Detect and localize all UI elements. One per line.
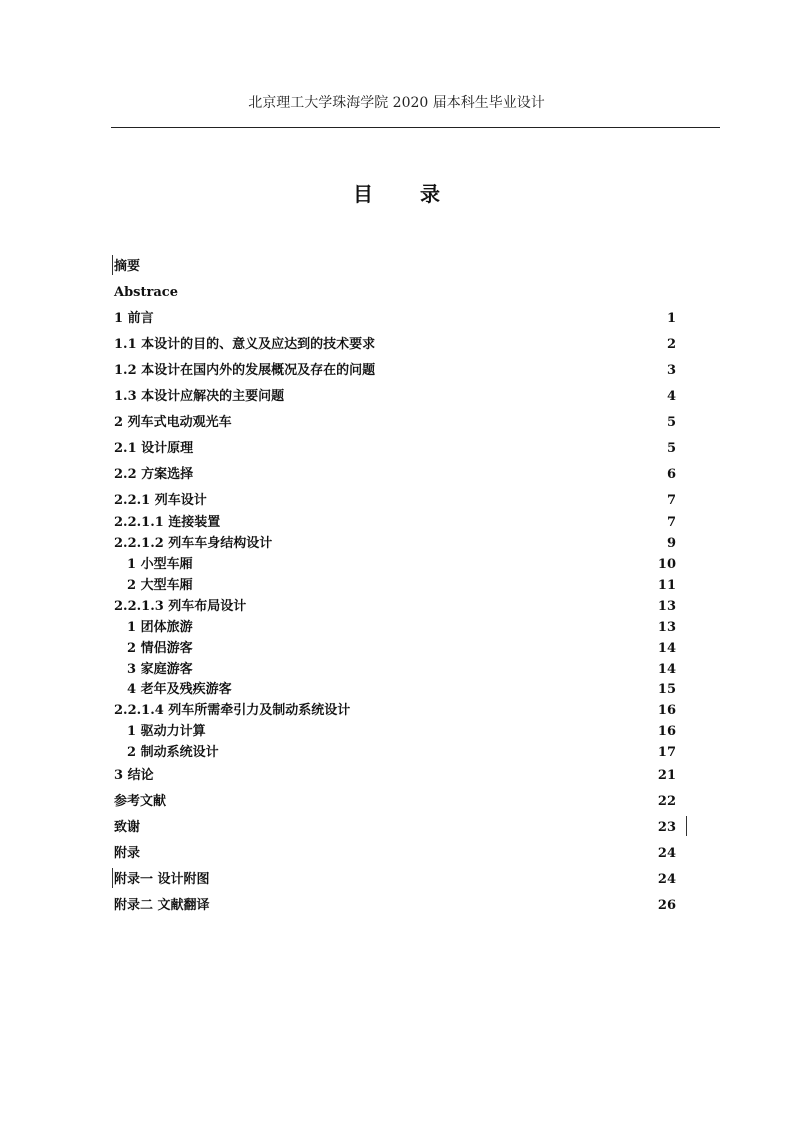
toc-entry-page: 1 (666, 311, 676, 326)
toc-entry[interactable] (114, 598, 676, 616)
toc-entry[interactable] (114, 640, 676, 658)
toc-entry-page: 22 (657, 794, 676, 809)
toc-entry-page: 16 (657, 703, 676, 718)
toc-entry-label: 2 情侣游客 (127, 641, 193, 656)
toc-entry-page: 13 (657, 599, 676, 614)
toc-entry[interactable] (114, 414, 676, 432)
toc-entry-label: 2.2.1 列车设计 (114, 493, 207, 508)
toc-entry-page: 6 (666, 467, 676, 482)
toc-entry[interactable] (114, 514, 676, 532)
toc-entry[interactable] (114, 767, 676, 785)
toc-entry[interactable] (114, 577, 676, 595)
toc-entry[interactable] (114, 819, 676, 837)
toc-entry-page: 14 (657, 662, 676, 677)
toc-entry-page: 24 (657, 872, 676, 887)
toc-entry[interactable] (114, 284, 676, 302)
toc-entry[interactable] (114, 440, 676, 458)
toc-entry-label: 致谢 (114, 820, 141, 835)
toc-entry-page: 13 (657, 620, 676, 635)
toc-entry-label: 1 驱动力计算 (127, 724, 206, 739)
toc-entry[interactable] (114, 661, 676, 679)
toc-entry-label: 3 家庭游客 (127, 662, 193, 677)
toc-entry-label: 附录 (114, 846, 141, 861)
toc-title: 目 录 (353, 182, 460, 206)
toc-entry[interactable] (114, 492, 676, 510)
toc-entry-label: 3 结论 (114, 768, 154, 783)
page-header: 北京理工大学珠海学院 2020 届本科生毕业设计 (248, 95, 545, 111)
toc-entry-label: 1.3 本设计应解决的主要问题 (114, 389, 285, 404)
toc-entry[interactable] (114, 336, 676, 354)
toc-entry-page: 24 (657, 846, 676, 861)
toc-entry-page: 3 (666, 363, 676, 378)
toc-entry-label: Abstrace (114, 285, 178, 300)
toc-entry-page: 9 (666, 536, 676, 551)
toc-entry[interactable] (114, 310, 676, 328)
toc-entry-page: 23 (657, 820, 676, 835)
toc-entry-label: 2.1 设计原理 (114, 441, 194, 456)
toc-entry-page: 11 (657, 578, 676, 593)
toc-entry[interactable] (114, 619, 676, 637)
toc-entry[interactable] (114, 681, 676, 699)
toc-entry-page: 16 (657, 724, 676, 739)
toc-entry[interactable] (114, 466, 676, 484)
toc-entry-label: 2.2.1.2 列车车身结构设计 (114, 536, 273, 551)
toc-entry-label: 2.2.1.1 连接装置 (114, 515, 221, 530)
toc-entry[interactable] (114, 258, 676, 276)
text-cursor-marker (112, 868, 113, 888)
toc-entry-page: 14 (657, 641, 676, 656)
toc-entry-label: 参考文献 (114, 794, 167, 809)
toc-entry-page: 17 (657, 745, 676, 760)
toc-entry-label: 1.2 本设计在国内外的发展概况及存在的问题 (114, 363, 376, 378)
toc-entry[interactable] (114, 744, 676, 762)
toc-entry[interactable] (114, 897, 676, 915)
text-cursor-marker (112, 255, 113, 275)
toc-entry-label: 2 制动系统设计 (127, 745, 219, 760)
toc-entry-page: 2 (666, 337, 676, 352)
toc-entry-page: 21 (657, 768, 676, 783)
toc-entry[interactable] (114, 793, 676, 811)
toc-entry-label: 2 大型车厢 (127, 578, 193, 593)
toc-entry[interactable] (114, 388, 676, 406)
toc-entry-label: 1 小型车厢 (127, 557, 193, 572)
toc-entry-label: 1 前言 (114, 311, 154, 326)
toc-entry-label: 2.2.1.4 列车所需牵引力及制动系统设计 (114, 703, 351, 718)
toc-entry-page: 10 (657, 557, 676, 572)
toc-entry[interactable] (114, 362, 676, 380)
toc-entry-page: 5 (666, 441, 676, 456)
toc-entry-page: 7 (666, 515, 676, 530)
toc-entry[interactable] (114, 556, 676, 574)
toc-entry[interactable] (114, 702, 676, 720)
toc-entry-label: 1.1 本设计的目的、意义及应达到的技术要求 (114, 337, 376, 352)
toc-entry-label: 附录一 设计附图 (114, 872, 210, 887)
toc-entry-page: 4 (666, 389, 676, 404)
toc-entry-label: 摘要 (114, 259, 141, 274)
toc-entry[interactable] (114, 845, 676, 863)
header-rule (111, 127, 720, 128)
toc-entry-page: 15 (657, 682, 676, 697)
toc-entry-label: 2.2 方案选择 (114, 467, 194, 482)
toc-entry[interactable] (114, 871, 676, 889)
toc-entry-label: 4 老年及残疾游客 (127, 682, 232, 697)
toc-entry-label: 附录二 文献翻译 (114, 898, 210, 913)
toc-entry-page: 7 (666, 493, 676, 508)
text-cursor-marker (686, 816, 687, 836)
toc-entry-page: 5 (666, 415, 676, 430)
toc-entry[interactable] (114, 723, 676, 741)
toc-entry-label: 1 团体旅游 (127, 620, 193, 635)
toc-entry[interactable] (114, 535, 676, 553)
toc-entry-page: 26 (657, 898, 676, 913)
toc-entry-label: 2 列车式电动观光车 (114, 415, 232, 430)
toc-entry-label: 2.2.1.3 列车布局设计 (114, 599, 247, 614)
